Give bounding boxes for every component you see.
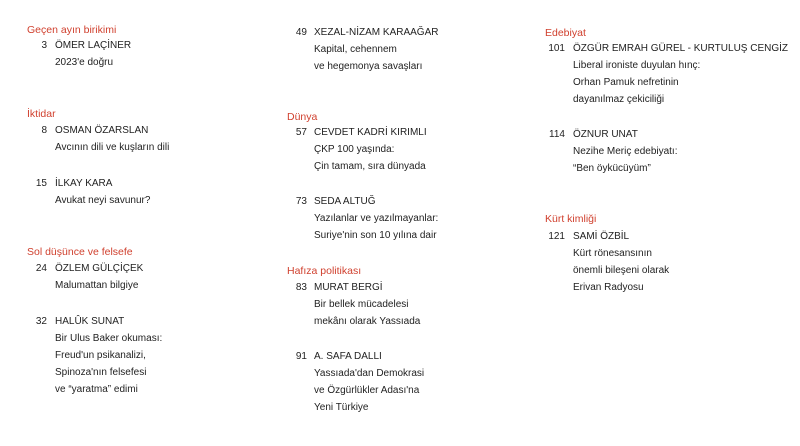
entry-title-line: Spinoza'nın felsefesi — [55, 367, 147, 378]
page-number: 73 — [295, 196, 307, 207]
page-number: 15 — [35, 178, 47, 189]
entry-title-line: Yassıada'dan Demokrasi — [314, 368, 425, 379]
entry-title-line: ÇKP 100 yaşında: — [314, 144, 395, 155]
entry-title-line: Bir bellek mücadelesi — [314, 299, 409, 310]
entry-title-line: Nezihe Meriç edebiyatı: — [573, 146, 678, 157]
entry-title-line: Yeni Türkiye — [314, 402, 369, 413]
entry-author: OSMAN ÖZARSLAN — [55, 125, 149, 136]
entry-title-line: önemli bileşeni olarak — [573, 265, 670, 276]
entry-title-line: mekânı olarak Yassıada — [314, 316, 421, 327]
page-number: 8 — [41, 125, 47, 136]
entry-title-line: “Ben öykücüyüm” — [573, 163, 651, 174]
section-title: Edebiyat — [545, 27, 586, 39]
entry-author: ÖZLEM GÜLÇİÇEK — [55, 263, 144, 274]
page-number: 49 — [295, 27, 307, 38]
page-number: 121 — [548, 231, 565, 242]
entry-title-line: dayanılmaz çekiciliği — [573, 94, 665, 105]
entry-title-line: ve “yaratma” edimi — [55, 384, 138, 395]
entry-title-line: Avcının dili ve kuşların dili — [55, 142, 170, 153]
entry-title-line: Freud'un psikanalizi, — [55, 350, 146, 361]
page-number: 3 — [41, 40, 47, 51]
entry-title-line: Avukat neyi savunur? — [55, 195, 151, 206]
section-title: İktidar — [27, 108, 56, 120]
entry-title-line: Malumattan bilgiye — [55, 280, 139, 291]
entry-author: ÖZNUR UNAT — [573, 129, 638, 140]
page-number: 24 — [35, 263, 47, 274]
entry-author: SAMİ ÖZBİL — [573, 231, 630, 242]
entry-author: XEZAL-NİZAM KARAAĞAR — [314, 27, 439, 38]
entry-title-line: 2023'e doğru — [55, 57, 114, 68]
section-title: Hafıza politikası — [287, 265, 362, 277]
entry-author: CEVDET KADRİ KIRIMLI — [314, 127, 427, 138]
entry-title-line: Orhan Pamuk nefretinin — [573, 77, 679, 88]
entry-title-line: Kapital, cehennem — [314, 44, 397, 55]
page-number: 83 — [295, 282, 307, 293]
entry-author: SEDA ALTUĞ — [314, 196, 376, 207]
entry-title-line: Çin tamam, sıra dünyada — [314, 161, 426, 172]
section-title: Sol düşünce ve felsefe — [27, 246, 133, 258]
page-number: 114 — [549, 129, 565, 140]
entry-title-line: Suriye'nin son 10 yılına dair — [314, 230, 437, 241]
entry-title-line: Erivan Radyosu — [573, 282, 644, 293]
entry-title-line: ve hegemonya savaşları — [314, 61, 423, 72]
page-number: 32 — [35, 316, 47, 327]
page-number: 91 — [295, 351, 307, 362]
entry-author: HALÛK SUNAT — [55, 316, 125, 327]
entry-author: ÖZGÜR EMRAH GÜREL - KURTULUŞ CENGİZ — [573, 43, 789, 54]
page-number: 101 — [548, 43, 565, 54]
section-title: Geçen ayın birikimi — [27, 24, 117, 36]
page-number: 57 — [295, 127, 307, 138]
entry-title-line: Bir Ulus Baker okuması: — [55, 333, 163, 344]
entry-title-line: Yazılanlar ve yazılmayanlar: — [314, 213, 439, 224]
entry-author: MURAT BERGİ — [314, 282, 383, 293]
section-title: Dünya — [287, 111, 318, 123]
entry-title-line: Liberal ironiste duyulan hınç: — [573, 60, 701, 71]
entry-title-line: ve Özgürlükler Adası'na — [314, 385, 420, 396]
entry-author: İLKAY KARA — [55, 178, 113, 189]
entry-author: ÖMER LAÇİNER — [55, 40, 132, 51]
entry-title-line: Kürt rönesansının — [573, 248, 652, 259]
entry-author: A. SAFA DALLI — [314, 351, 382, 362]
section-title: Kürt kimliği — [545, 213, 597, 225]
